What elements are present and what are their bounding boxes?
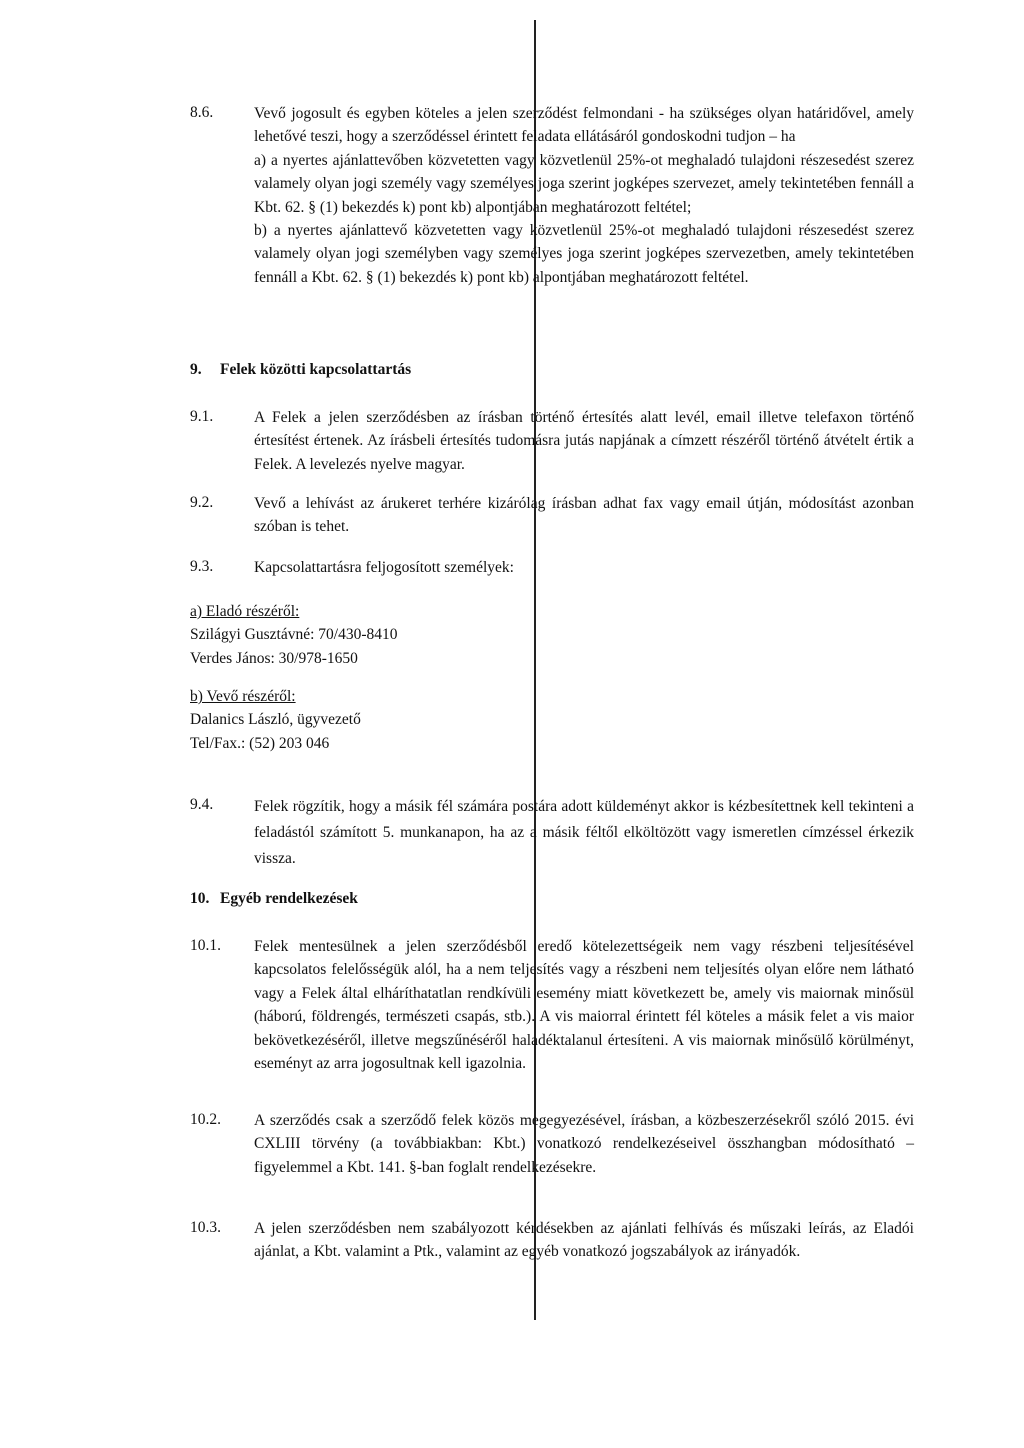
contacts-buyer-line-1: Dalanics László, ügyvezető (190, 711, 361, 729)
section-number-8-6: 8.6. (190, 104, 214, 121)
section-9-3-text: Kapcsolattartásra feljogosított személyek: (254, 559, 514, 576)
section-9-4-text: Felek rögzítik, hogy a másik fél számára postára adott küldeményt akkor is kézbesítettnek kell tekinteni a feladástól számított 5. munkanapon, ha az a másik féltől elköltözött vagy ismeretlen címzéssel érkezik vissza. (254, 798, 914, 867)
section-number-9-2: 9.2. (190, 494, 214, 511)
section-9-2-text: Vevő a lehívást az árukeret terhére kizárólag írásban adhat fax vagy email útján, módosítást azonban szóban is tehet. (254, 495, 914, 536)
heading-10-title: Egyéb rendelkezések (220, 890, 358, 907)
contacts-seller-line-1: Szilágyi Gusztávné: 70/430-8410 (190, 626, 398, 644)
heading-9-title: Felek közötti kapcsolattartás (220, 361, 412, 378)
section-8-6-item-b: b) a nyertes ajánlattevő közvetetten vagy közvetlenül 25%-ot meghaladó tulajdoni részesedést szerez valamely olyan jogi személyben vagy személyes joga szerint jogképes szervezetben, amely tekintetében fennáll a Kbt. 62. § (1) bekezdés k) pont kb) alpontjában meghatározott feltétel. (254, 222, 914, 286)
section-9-1-text: A Felek a jelen szerződésben az írásban történő értesítés alatt levél, email illetve telefaxon történő értesítést értenek. Az írásbeli értesítés tudomásra jutás napjának a címzett részéről történő átvételt értik a Felek. A levelezés nyelve magyar. (254, 409, 914, 473)
section-number-10-3: 10.3. (190, 1219, 221, 1236)
section-10-2-text: A szerződés csak a szerződő felek közös megegyezésével, írásban, a közbeszerzésekről szóló 2015. évi CXLIII törvény (a továbbiakban: Kbt.) vonatkozó rendelkezéseivel összhangban módosítható – figyelemmel a Kbt. 141. §-ban foglalt rendelkezésekre. (254, 1112, 914, 1176)
section-number-9-4: 9.4. (190, 796, 214, 813)
section-8-6-item-a: a) a nyertes ajánlattevőben közvetetten vagy közvetlenül 25%-ot meghaladó tulajdoni részesedést szerez valamely olyan jogi személy vagy személyes joga szerint jogképes szervezet, amely tekintetében fennáll a Kbt. 62. § (1) bekezdés k) pont kb) alpontjában meghatározott feltétel; (254, 151, 914, 216)
contacts-seller-line-2: Verdes János: 30/978-1650 (190, 649, 358, 667)
heading-10 (190, 890, 358, 908)
contacts-seller (190, 600, 398, 670)
heading-10-number: 10. (190, 890, 210, 907)
heading-9-number: 9. (190, 361, 202, 378)
section-10-1-text: Felek mentesülnek a jelen szerződésből eredő kötelezettségeik nem vagy részbeni teljesítésével kapcsolatos felelősségük alól, ha a nem teljesítés vagy a részbeni nem teljesítés olyan előre nem látható vagy a Felek által elháríthatatlan rendkívüli esemény miatt következett be, amely vis maiornak minősül (háború, földrengés, természeti csapás, stb.). A vis maiorral érintett fél köteles a másik felet a vis maior bekövetkezéséről, illetve megszűnéséről haladéktalanul értesíteni. A vis maiornak minősülő körülményt, eseményt az arra jogosultnak kell igazolnia. (254, 938, 914, 1073)
section-number-10-2: 10.2. (190, 1111, 221, 1128)
section-8-6-body (254, 102, 914, 289)
section-number-9-3: 9.3. (190, 558, 214, 575)
contacts-seller-label: a) Eladó részéről: (190, 603, 300, 620)
heading-9 (190, 361, 411, 379)
section-8-6-intro: Vevő jogosult és egyben köteles a jelen szerződést felmondani - ha szükséges olyan határidővel, amely lehetővé teszi, hogy a szerződéssel érintett feladata ellátásáról gondoskodni tudjon – ha (254, 105, 914, 146)
contacts-buyer-label: b) Vevő részéről: (190, 688, 296, 705)
section-10-3-text: A jelen szerződésben nem szabályozott kérdésekben az ajánlati felhívás és műszaki leírás, az Eladói ajánlat, a Kbt. valamint a Ptk., valamint az egyéb vonatkozó jogszabályok az irányadók. (254, 1220, 914, 1261)
section-number-9-1: 9.1. (190, 408, 214, 425)
contacts-buyer-line-2: Tel/Fax.: (52) 203 046 (190, 734, 330, 752)
contacts-buyer (190, 685, 361, 755)
section-number-10-1: 10.1. (190, 937, 221, 954)
